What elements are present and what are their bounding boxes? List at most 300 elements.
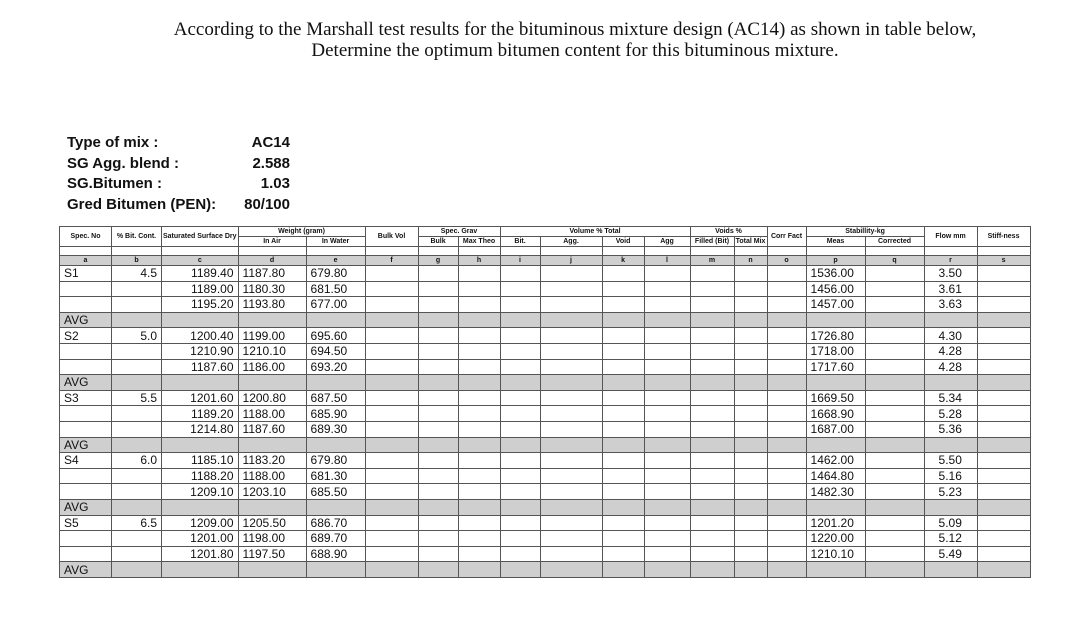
header-spec-no: Spec. No — [60, 227, 112, 247]
info-label: SG.Bitumen : — [67, 175, 163, 192]
avg-cell — [865, 375, 924, 391]
avg-label: AVG — [60, 499, 112, 515]
column-letter: j — [540, 256, 602, 266]
table-cell — [365, 484, 418, 500]
table-cell — [500, 359, 540, 375]
avg-cell — [806, 562, 865, 578]
flow-mm: 5.16 — [924, 468, 977, 484]
stability-meas: 1536.00 — [806, 266, 865, 282]
water-weight: 694.50 — [306, 343, 365, 359]
avg-row — [60, 375, 1031, 391]
avg-label: AVG — [60, 437, 112, 453]
table-cell — [418, 359, 458, 375]
header-voids-pct: Voids % — [690, 227, 767, 237]
table-cell — [500, 421, 540, 437]
table-cell — [60, 421, 112, 437]
table-cell — [500, 453, 540, 469]
table-cell — [690, 406, 734, 422]
avg-cell — [690, 562, 734, 578]
table-row — [60, 281, 1031, 297]
table-cell — [644, 453, 690, 469]
table-cell — [458, 359, 500, 375]
air-weight: 1198.00 — [238, 531, 306, 547]
air-weight: 1188.00 — [238, 468, 306, 484]
avg-cell — [162, 312, 239, 328]
table-cell — [458, 484, 500, 500]
avg-cell — [690, 312, 734, 328]
spec-no: S3 — [60, 390, 112, 406]
info-value: AC14 — [251, 134, 290, 151]
table-cell — [767, 343, 806, 359]
avg-label: AVG — [60, 562, 112, 578]
table-cell — [112, 297, 162, 313]
table-cell — [500, 266, 540, 282]
ssd-weight: 1214.80 — [162, 421, 239, 437]
table-row — [60, 359, 1031, 375]
table-cell — [458, 297, 500, 313]
table-cell — [500, 484, 540, 500]
header-cell — [365, 247, 418, 256]
table-cell — [977, 281, 1030, 297]
table-cell — [865, 359, 924, 375]
table-cell — [458, 546, 500, 562]
avg-cell — [767, 499, 806, 515]
table-cell — [977, 390, 1030, 406]
avg-cell — [602, 499, 644, 515]
table-cell — [418, 515, 458, 531]
avg-cell — [767, 312, 806, 328]
table-cell — [644, 484, 690, 500]
avg-cell — [238, 499, 306, 515]
avg-row — [60, 499, 1031, 515]
header-stability: Stabillity-kg — [806, 227, 924, 237]
flow-mm: 5.36 — [924, 421, 977, 437]
table-cell — [365, 468, 418, 484]
marshall-table — [59, 226, 1031, 578]
avg-cell — [690, 437, 734, 453]
table-cell — [644, 343, 690, 359]
table-cell — [977, 343, 1030, 359]
avg-cell — [734, 375, 767, 391]
table-cell — [500, 531, 540, 547]
table-cell — [690, 390, 734, 406]
table-cell — [865, 484, 924, 500]
table-cell — [602, 531, 644, 547]
table-cell — [734, 343, 767, 359]
table-cell — [602, 484, 644, 500]
avg-cell — [458, 312, 500, 328]
column-letter: p — [806, 256, 865, 266]
avg-cell — [540, 562, 602, 578]
stability-meas: 1210.10 — [806, 546, 865, 562]
table-cell — [690, 515, 734, 531]
avg-cell — [238, 375, 306, 391]
bit-content: 5.0 — [112, 328, 162, 344]
table-cell — [418, 328, 458, 344]
water-weight: 685.50 — [306, 484, 365, 500]
table-cell — [540, 281, 602, 297]
avg-cell — [734, 562, 767, 578]
table-cell — [365, 297, 418, 313]
avg-cell — [112, 312, 162, 328]
info-label: SG Agg. blend : — [67, 154, 179, 172]
table-cell — [644, 468, 690, 484]
stability-meas: 1462.00 — [806, 453, 865, 469]
header-cell — [602, 247, 644, 256]
column-letter: n — [734, 256, 767, 266]
avg-cell — [365, 375, 418, 391]
air-weight: 1210.10 — [238, 343, 306, 359]
avg-cell — [806, 375, 865, 391]
table-cell — [112, 359, 162, 375]
air-weight: 1186.00 — [238, 359, 306, 375]
flow-mm: 5.09 — [924, 515, 977, 531]
avg-cell — [924, 312, 977, 328]
table-cell — [458, 453, 500, 469]
column-letter: c — [162, 256, 239, 266]
avg-cell — [734, 499, 767, 515]
table-cell — [112, 421, 162, 437]
table-row — [60, 531, 1031, 547]
table-cell — [540, 421, 602, 437]
header-spacer-row — [60, 247, 1031, 256]
info-value: 2.588 — [252, 154, 290, 172]
table-cell — [112, 343, 162, 359]
table-cell — [977, 484, 1030, 500]
ssd-weight: 1201.80 — [162, 546, 239, 562]
table-cell — [365, 531, 418, 547]
table-cell — [540, 266, 602, 282]
table-cell — [500, 406, 540, 422]
flow-mm: 3.61 — [924, 281, 977, 297]
header-cell — [60, 247, 112, 256]
table-cell — [365, 453, 418, 469]
question-subtitle: Determine the optimum bitumen content for this bituminous mixture. — [311, 40, 839, 61]
header-meas: Meas — [806, 237, 865, 247]
ssd-weight: 1188.20 — [162, 468, 239, 484]
table-cell — [767, 297, 806, 313]
header-agg-l: Agg — [644, 237, 690, 247]
table-cell — [418, 406, 458, 422]
table-cell — [602, 343, 644, 359]
table-cell — [60, 359, 112, 375]
table-row — [60, 546, 1031, 562]
table-cell — [977, 359, 1030, 375]
air-weight: 1188.00 — [238, 406, 306, 422]
column-letter: m — [690, 256, 734, 266]
table-cell — [365, 281, 418, 297]
avg-cell — [924, 437, 977, 453]
ssd-weight: 1185.10 — [162, 453, 239, 469]
avg-cell — [977, 437, 1030, 453]
column-letter: q — [865, 256, 924, 266]
air-weight: 1183.20 — [238, 453, 306, 469]
table-cell — [734, 359, 767, 375]
table-cell — [500, 281, 540, 297]
table-cell — [644, 266, 690, 282]
table-cell — [60, 281, 112, 297]
table-cell — [734, 468, 767, 484]
table-cell — [865, 266, 924, 282]
ssd-weight: 1195.20 — [162, 297, 239, 313]
spec-no: S5 — [60, 515, 112, 531]
table-cell — [112, 531, 162, 547]
avg-cell — [644, 499, 690, 515]
avg-cell — [458, 375, 500, 391]
table-cell — [500, 468, 540, 484]
table-cell — [734, 266, 767, 282]
header-cell — [458, 247, 500, 256]
avg-cell — [767, 375, 806, 391]
table-cell — [690, 281, 734, 297]
header-weight: Weight (gram) — [238, 227, 365, 237]
table-cell — [602, 515, 644, 531]
table-cell — [865, 453, 924, 469]
bit-content: 4.5 — [112, 266, 162, 282]
table-cell — [540, 531, 602, 547]
avg-cell — [644, 312, 690, 328]
avg-cell — [418, 499, 458, 515]
table-cell — [977, 546, 1030, 562]
table-cell — [977, 266, 1030, 282]
table-cell — [767, 359, 806, 375]
table-cell — [734, 515, 767, 531]
column-letter: g — [418, 256, 458, 266]
stability-meas: 1718.00 — [806, 343, 865, 359]
header-flow: Flow mm — [924, 227, 977, 247]
table-cell — [365, 266, 418, 282]
table-cell — [865, 297, 924, 313]
header-bit: Bit. — [500, 237, 540, 247]
table-cell — [500, 328, 540, 344]
header-cell — [238, 247, 306, 256]
table-cell — [418, 390, 458, 406]
water-weight: 685.90 — [306, 406, 365, 422]
table-cell — [734, 281, 767, 297]
table-row — [60, 484, 1031, 500]
table-cell — [540, 468, 602, 484]
avg-cell — [767, 437, 806, 453]
table-cell — [365, 515, 418, 531]
flow-mm: 4.30 — [924, 328, 977, 344]
table-cell — [602, 421, 644, 437]
table-cell — [602, 468, 644, 484]
avg-cell — [306, 437, 365, 453]
table-cell — [458, 468, 500, 484]
table-cell — [690, 266, 734, 282]
table-cell — [644, 390, 690, 406]
air-weight: 1193.80 — [238, 297, 306, 313]
avg-cell — [540, 312, 602, 328]
table-cell — [690, 297, 734, 313]
header-cell — [924, 247, 977, 256]
avg-cell — [602, 562, 644, 578]
table-cell — [865, 328, 924, 344]
bit-content: 6.0 — [112, 453, 162, 469]
water-weight: 687.50 — [306, 390, 365, 406]
water-weight: 681.30 — [306, 468, 365, 484]
stability-meas: 1687.00 — [806, 421, 865, 437]
flow-mm: 5.12 — [924, 531, 977, 547]
avg-cell — [924, 562, 977, 578]
table-cell — [690, 359, 734, 375]
table-cell — [60, 468, 112, 484]
table-cell — [690, 343, 734, 359]
table-cell — [418, 531, 458, 547]
air-weight: 1203.10 — [238, 484, 306, 500]
header-volume-total: Volume % Total — [500, 227, 690, 237]
column-letter: f — [365, 256, 418, 266]
avg-cell — [500, 562, 540, 578]
table-cell — [602, 453, 644, 469]
table-cell — [60, 297, 112, 313]
table-cell — [690, 453, 734, 469]
water-weight: 679.80 — [306, 453, 365, 469]
water-weight: 686.70 — [306, 515, 365, 531]
table-cell — [540, 406, 602, 422]
table-cell — [734, 484, 767, 500]
table-cell — [690, 531, 734, 547]
table-cell — [540, 484, 602, 500]
avg-cell — [112, 375, 162, 391]
avg-cell — [734, 437, 767, 453]
table-cell — [500, 297, 540, 313]
table-cell — [458, 515, 500, 531]
flow-mm: 5.34 — [924, 390, 977, 406]
stability-meas: 1464.80 — [806, 468, 865, 484]
header-total-mix: Total Mix — [735, 237, 766, 245]
table-cell — [690, 468, 734, 484]
avg-cell — [806, 499, 865, 515]
info-value: 1.03 — [260, 175, 290, 192]
column-letter: b — [112, 256, 162, 266]
table-cell — [644, 531, 690, 547]
table-cell — [602, 359, 644, 375]
ssd-weight: 1209.00 — [162, 515, 239, 531]
stability-meas: 1220.00 — [806, 531, 865, 547]
table-cell — [112, 468, 162, 484]
table-cell — [690, 546, 734, 562]
avg-cell — [458, 562, 500, 578]
flow-mm: 4.28 — [924, 359, 977, 375]
ssd-weight: 1189.20 — [162, 406, 239, 422]
table-cell — [540, 453, 602, 469]
table-cell — [865, 546, 924, 562]
table-cell — [977, 531, 1030, 547]
water-weight: 689.70 — [306, 531, 365, 547]
header-cell — [500, 247, 540, 256]
ssd-weight: 1189.40 — [162, 266, 239, 282]
avg-cell — [162, 562, 239, 578]
table-cell — [365, 359, 418, 375]
avg-cell — [418, 437, 458, 453]
air-weight: 1205.50 — [238, 515, 306, 531]
table-row — [60, 468, 1031, 484]
avg-cell — [865, 562, 924, 578]
header-void: Void — [602, 237, 644, 247]
avg-cell — [767, 562, 806, 578]
table-cell — [767, 281, 806, 297]
air-weight: 1180.30 — [238, 281, 306, 297]
table-cell — [500, 546, 540, 562]
table-cell — [644, 359, 690, 375]
column-letter: d — [238, 256, 306, 266]
avg-cell — [806, 437, 865, 453]
table-cell — [458, 266, 500, 282]
avg-cell — [865, 312, 924, 328]
table-cell — [767, 328, 806, 344]
table-cell — [500, 390, 540, 406]
avg-cell — [602, 312, 644, 328]
info-value: 80/100 — [244, 195, 290, 213]
table-cell — [767, 468, 806, 484]
flow-mm: 5.50 — [924, 453, 977, 469]
table-cell — [60, 531, 112, 547]
table-row — [60, 390, 1031, 406]
avg-cell — [458, 437, 500, 453]
stability-meas: 1669.50 — [806, 390, 865, 406]
table-cell — [644, 281, 690, 297]
table-row — [60, 297, 1031, 313]
spec-no: S2 — [60, 328, 112, 344]
table-cell — [690, 328, 734, 344]
header-cell — [540, 247, 602, 256]
avg-cell — [238, 437, 306, 453]
header-cell — [162, 247, 239, 256]
avg-cell — [602, 437, 644, 453]
column-letter: l — [644, 256, 690, 266]
flow-mm: 4.28 — [924, 343, 977, 359]
table-cell — [112, 484, 162, 500]
table-cell — [418, 484, 458, 500]
header-bulk: Bulk — [418, 237, 458, 247]
avg-cell — [365, 312, 418, 328]
table-cell — [365, 343, 418, 359]
header-stiffness: Stiff-ness — [977, 227, 1030, 247]
avg-cell — [924, 375, 977, 391]
avg-cell — [418, 312, 458, 328]
table-cell — [540, 390, 602, 406]
table-row — [60, 453, 1031, 469]
avg-cell — [500, 375, 540, 391]
stability-meas: 1456.00 — [806, 281, 865, 297]
header-cell — [418, 247, 458, 256]
table-cell — [112, 546, 162, 562]
stability-meas: 1726.80 — [806, 328, 865, 344]
table-cell — [112, 406, 162, 422]
header-cell — [690, 247, 734, 256]
stability-meas: 1482.30 — [806, 484, 865, 500]
air-weight: 1197.50 — [238, 546, 306, 562]
table-cell — [865, 531, 924, 547]
header-agg: Agg. — [540, 237, 602, 247]
avg-cell — [306, 375, 365, 391]
table-cell — [418, 421, 458, 437]
avg-cell — [458, 499, 500, 515]
avg-cell — [865, 437, 924, 453]
table-cell — [865, 515, 924, 531]
bit-content: 5.5 — [112, 390, 162, 406]
ssd-weight: 1187.60 — [162, 359, 239, 375]
table-cell — [418, 546, 458, 562]
avg-cell — [977, 312, 1030, 328]
table-cell — [418, 453, 458, 469]
table-cell — [767, 453, 806, 469]
avg-cell — [644, 375, 690, 391]
spec-no: S4 — [60, 453, 112, 469]
avg-cell — [977, 562, 1030, 578]
table-cell — [767, 390, 806, 406]
